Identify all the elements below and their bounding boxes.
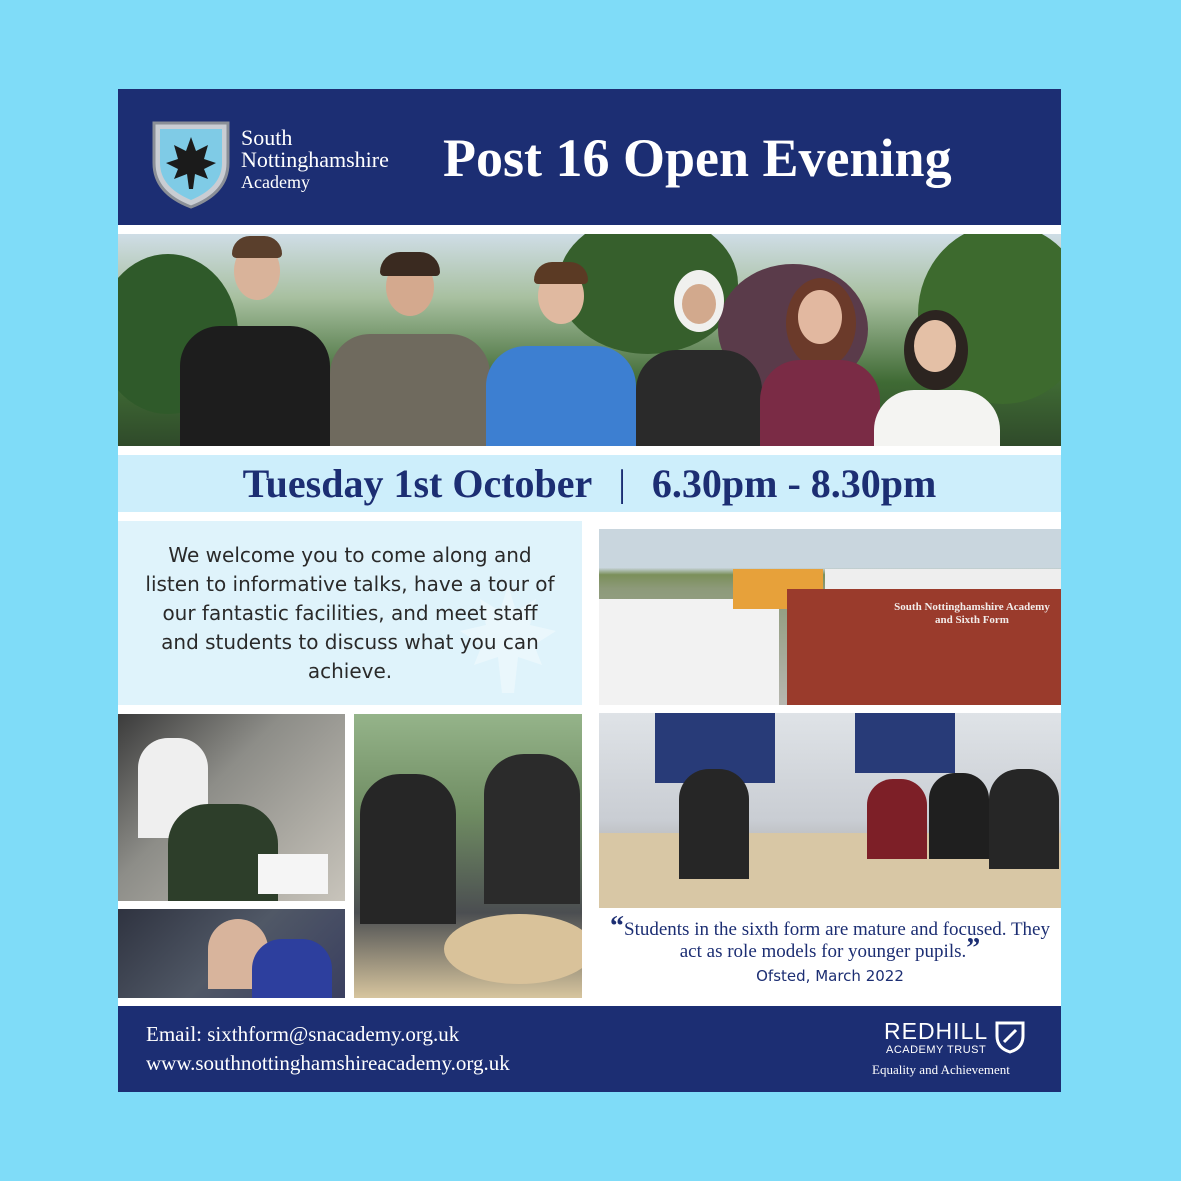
trust-subtitle: ACADEMY TRUST [886,1044,987,1056]
classroom-photo [599,713,1061,908]
school-name-line1: South [241,125,293,150]
trust-tagline: Equality and Achievement [872,1062,1010,1077]
kitchen-study-photo [118,714,345,901]
quote-text: Students in the sixth form are mature and focused. They act as role models for younger pupils. [624,919,1050,962]
date-time-separator: | [618,462,626,505]
computer-room-photo [118,909,345,998]
academy-crest-icon [150,117,232,209]
intro-text: We welcome you to come along and listen to informative talks, have a tour of our fantastic facilities, and meet staff and students to discuss what you can achieve. [145,543,555,683]
school-name-line2: Nottinghamshire [241,147,389,172]
header-banner [118,89,1061,225]
trust-shield-icon [994,1020,1026,1054]
page-title: Post 16 Open Evening [443,128,952,188]
quote-open-mark: “ [610,911,624,942]
building-sign-line1: South Nottinghamshire Academy [894,601,1050,613]
event-date: Tuesday 1st October [242,461,593,506]
date-time-bar [118,455,1061,512]
school-name-line3: Academy [241,172,310,192]
students-reading-photo [354,714,582,998]
school-name [241,127,389,193]
building-sign [787,589,1061,705]
quote-attribution: Ofsted, March 2022 [756,967,904,985]
email-link[interactable]: Email: sixthform@snacademy.org.uk [146,1022,460,1046]
trust-name: REDHILL [884,1018,989,1044]
quote-close-mark: ” [966,933,981,964]
contact-info [146,1020,510,1078]
poster [118,89,1061,1092]
event-time: 6.30pm - 8.30pm [651,461,937,506]
footer-banner [118,1006,1061,1092]
students-group-photo [118,234,1061,446]
redhill-trust-logo [858,1018,1038,1082]
ofsted-quote [599,911,1061,995]
school-building-photo [599,529,1061,705]
building-sign-line2: and Sixth Form [935,614,1009,626]
intro-panel [118,521,582,705]
website-link[interactable]: www.southnottinghamshireacademy.org.uk [146,1051,510,1075]
